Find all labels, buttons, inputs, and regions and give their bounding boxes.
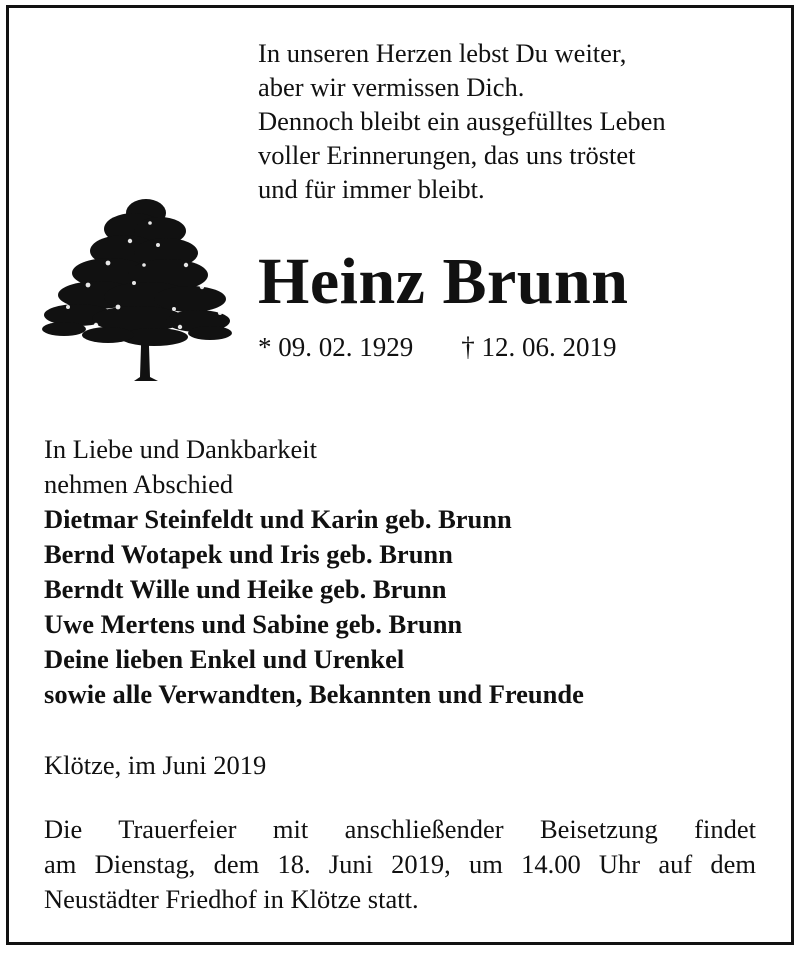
poem-line: aber wir vermissen Dich.	[258, 72, 525, 102]
mourners-intro-line: In Liebe und Dankbarkeit	[44, 434, 317, 464]
mourners-section	[44, 432, 764, 712]
funeral-notice	[44, 812, 756, 917]
mourners-intro-line: nehmen Abschied	[44, 469, 234, 499]
death-date: † 12. 06. 2019	[461, 332, 617, 362]
mourner-name: sowie alle Verwandten, Bekannten und Freunde	[44, 679, 584, 709]
birth-date: * 09. 02. 1929	[258, 332, 414, 362]
mourner-name: Bernd Wotapek und Iris geb. Brunn	[44, 539, 453, 569]
tree-icon	[38, 195, 238, 385]
notice-line: am Dienstag, dem 18. Juni 2019, um 14.00 Uhr auf dem	[44, 849, 756, 879]
poem-line: und für immer bleibt.	[258, 174, 485, 204]
mourner-name: Dietmar Steinfeldt und Karin geb. Brunn	[44, 504, 512, 534]
mourner-name: Berndt Wille und Heike geb. Brunn	[44, 574, 447, 604]
deceased-name: Heinz Brunn	[258, 245, 629, 318]
memorial-poem	[258, 36, 778, 206]
notice-line: Die Trauerfeier mit anschließender Beisetzung findet	[44, 814, 756, 844]
poem-line: voller Erinnerungen, das uns tröstet	[258, 140, 636, 170]
mourner-name: Uwe Mertens und Sabine geb. Brunn	[44, 609, 463, 639]
poem-line: In unseren Herzen lebst Du weiter,	[258, 38, 627, 68]
poem-line: Dennoch bleibt ein ausgefülltes Leben	[258, 106, 666, 136]
place-date: Klötze, im Juni 2019	[44, 750, 267, 780]
mourner-name: Deine lieben Enkel und Urenkel	[44, 644, 405, 674]
notice-line: Neustädter Friedhof in Klötze statt.	[44, 884, 419, 914]
life-dates	[258, 330, 617, 364]
